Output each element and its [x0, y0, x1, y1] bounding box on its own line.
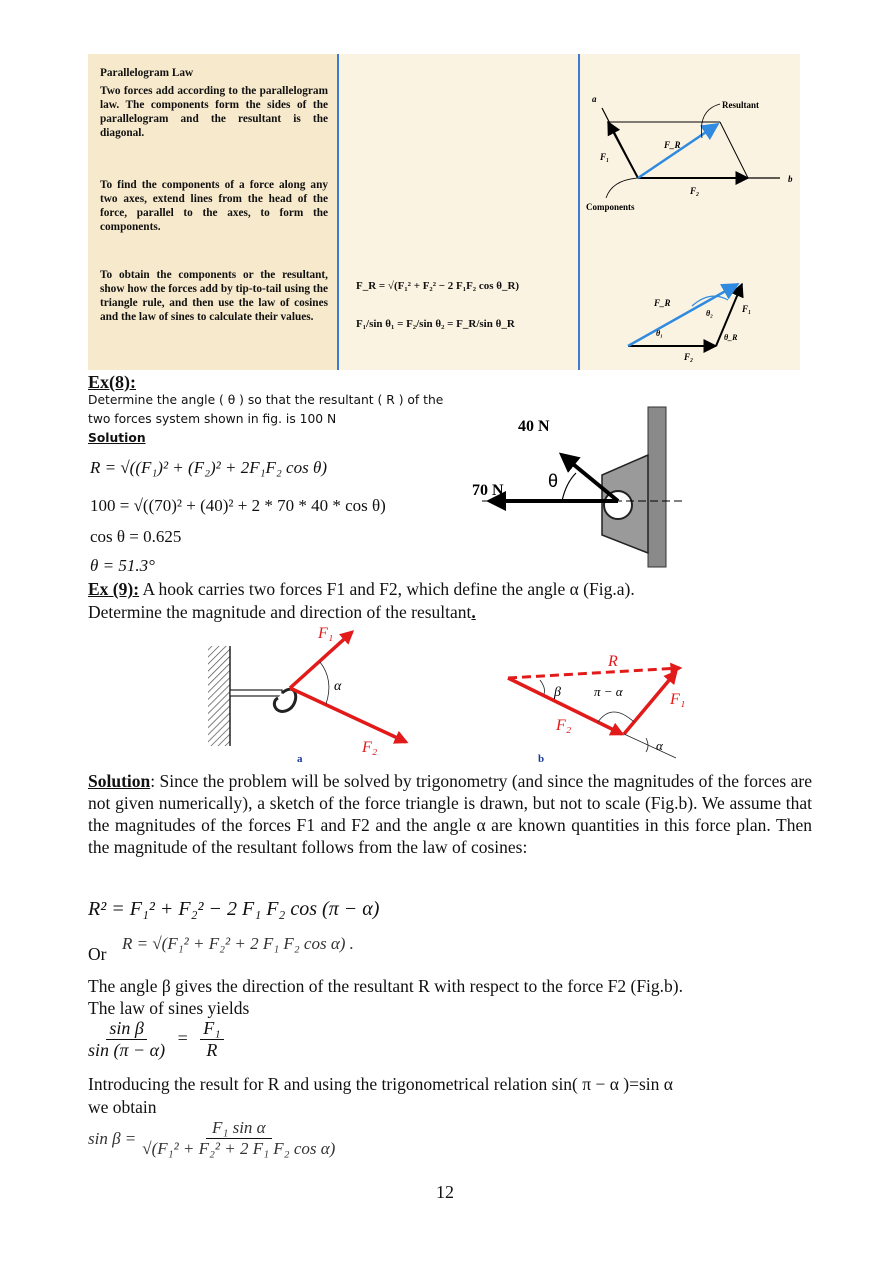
- fig-a-alpha-label: α: [334, 679, 342, 694]
- fig-b-f2-label: F₂: [556, 717, 572, 734]
- f2-label: F₂: [690, 186, 700, 196]
- eq3-rhs-denominator: R: [206, 1040, 218, 1060]
- triangle-f2-label: F₂: [684, 352, 694, 362]
- solution-paragraph: [88, 770, 812, 858]
- solution-label: Solution: [88, 771, 151, 791]
- law-divider-1: [337, 54, 339, 370]
- fig-a-caption: a: [297, 753, 303, 764]
- law-cosines-equation: F_R = √(F₁² + F₂² − 2 F₁F₂ cos θ_R): [356, 280, 520, 292]
- force-40n-label: 40 N: [518, 418, 550, 435]
- parallelogram-figure: [580, 56, 800, 368]
- theta-label: θ: [548, 471, 559, 491]
- law-paragraph-3: To obtain the components or the resultant, show how the forces add by tip-to-tail using the triangle rule, and then use the law of cosines and the law of sines to calculate their values.: [100, 269, 328, 323]
- ex8-problem-line-1: Determine the angle ( θ ) so that the resultant ( R ) of the: [88, 393, 444, 407]
- eq4-denominator: √(F₁² + F₂² + 2 F₁ F₂ cos α): [142, 1139, 336, 1158]
- thetar-label: θ_R: [724, 333, 738, 342]
- para3-line-2: we obtain: [88, 1097, 157, 1117]
- ex8-equation-2: 100 = √((70)² + (40)² + 2 * 70 * 40 * cos θ): [90, 496, 386, 515]
- f1-label: F₁: [600, 152, 610, 162]
- eq4-lhs: sin β =: [88, 1128, 137, 1148]
- fig-b-beta-arc: [540, 680, 545, 694]
- or-label: Or: [88, 944, 107, 964]
- fig-b-resultant-arrow: [508, 668, 680, 678]
- fig-b-pi-alpha-label: π − α: [594, 684, 623, 699]
- triangle-fr-label: F_R: [654, 298, 671, 308]
- resultant-label: Resultant: [722, 100, 760, 110]
- law-title: Parallelogram Law: [100, 67, 194, 79]
- equation-law-of-cosines: R² = F₁² + F₂² − 2 F₁ F₂ cos (π − α): [88, 898, 380, 920]
- wall: [648, 407, 666, 567]
- theta-arc: [562, 473, 576, 501]
- ex8-figure: [470, 405, 690, 570]
- hook-bar: [230, 690, 282, 696]
- triangle-f1-label: F₁: [742, 304, 752, 314]
- axis-a-label: a: [592, 94, 597, 104]
- fig-a-f2-label: F₂: [362, 739, 378, 756]
- theta1-label: θ₁: [656, 329, 663, 338]
- fig-a-alpha-arc: [320, 662, 329, 704]
- components-leader: [606, 178, 638, 198]
- ex9-figure-b: [500, 642, 700, 766]
- ex8-equation-3: cos θ = 0.625: [90, 527, 182, 546]
- triangle-fr-arrow: [628, 284, 738, 346]
- components-label: Components: [586, 202, 635, 212]
- fig-b-beta-label: β: [554, 685, 561, 700]
- eq4-numerator: F₁ sin α: [206, 1118, 272, 1139]
- law-paragraph-1: Two forces add according to the parallelogram law. The components form the sides of the parallelogram and the resultant is the diagonal.: [100, 85, 328, 139]
- resultant-fr-arrow: [638, 124, 718, 178]
- law-paragraph-2: To find the components of a force along any two axes, extend lines from the head of the force, parallel to the axes, to form the components.: [100, 179, 328, 233]
- eq3-rhs-numerator: F₁: [200, 1018, 223, 1040]
- component-f1-arrow: [608, 122, 638, 178]
- fig-b-f2-extension: [624, 734, 676, 758]
- para2-line-1: The angle β gives the direction of the resultant R with respect to the force F2 (Fig.b).: [88, 976, 683, 996]
- fig-b-caption: b: [538, 753, 545, 765]
- para3-line-1: Introducing the result for R and using the trigonometrical relation sin( π − α )=sin α: [88, 1074, 673, 1094]
- fig-a-f1-label: F₁: [318, 625, 334, 642]
- ex8-problem-line-2: two forces system shown in fig. is 100 N: [88, 412, 337, 426]
- axis-b-label: b: [788, 174, 793, 184]
- ex9-heading: Ex (9):: [88, 579, 140, 599]
- equation-law-of-sines: $\frac{\text{sin β}}{\sin (\pi - \alpha)}$ = $\frac{\text{F₁}}{R}$: [88, 1018, 224, 1061]
- ex9-figure-a: [200, 622, 420, 764]
- fig-b-alpha-label: α: [656, 738, 663, 753]
- para2-line-2: The law of sines yields: [88, 998, 250, 1018]
- eq3-lhs-denominator: sin (π − α): [88, 1040, 166, 1060]
- ex8-solution-label: Solution: [88, 431, 146, 445]
- ex8-equation-4: θ = 51.3°: [90, 556, 155, 575]
- equation-sin-beta: [88, 1118, 335, 1159]
- eq3-lhs-numerator: sin β: [106, 1018, 146, 1040]
- parallelogram-right-side: [720, 122, 748, 178]
- ex9-text-line-2-end: .: [471, 602, 476, 622]
- ex9-text-line-1: A hook carries two forces F1 and F2, which define the angle α (Fig.a).: [142, 579, 635, 599]
- ex8-equation-1: R = √((F₁)² + (F₂)² + 2F₁F₂ cos θ): [90, 458, 327, 477]
- fig-a-f2-arrow: [290, 688, 406, 742]
- ex9-text-line-2: Determine the magnitude and direction of the resultant: [88, 602, 472, 622]
- ex8-heading: Ex(8):: [88, 372, 136, 392]
- fig-b-f1-arrow: [624, 672, 676, 734]
- wall-hatch: [208, 646, 230, 746]
- fig-b-pi-alpha-arc: [598, 712, 634, 722]
- force-70n-label: 70 N: [472, 482, 504, 499]
- fig-b-r-label: R: [608, 653, 618, 670]
- theta2-label: θ₂: [706, 309, 713, 318]
- equation-resultant: R = √(F₁² + F₂² + 2 F₁ F₂ cos α) .: [122, 934, 354, 953]
- page-number: 12: [436, 1182, 454, 1202]
- law-sines-equation: F₁/sin θ₁ = F₂/sin θ₂ = F_R/sin θ_R: [356, 318, 515, 330]
- solution-text: : Since the problem will be solved by trigonometry (and since the magnitudes of the forces are not given numerically), a sketch of the force triangle is drawn, but not to scale (Fig.b). We assume that the magnitudes of the forces F1 and F2 and the angle α are known quantities in this force plan. Then the magnitude of the resultant follows from the law of cosines:: [88, 771, 812, 857]
- fig-b-f1-label: F₁: [670, 691, 686, 708]
- fr-label: F_R: [664, 140, 681, 150]
